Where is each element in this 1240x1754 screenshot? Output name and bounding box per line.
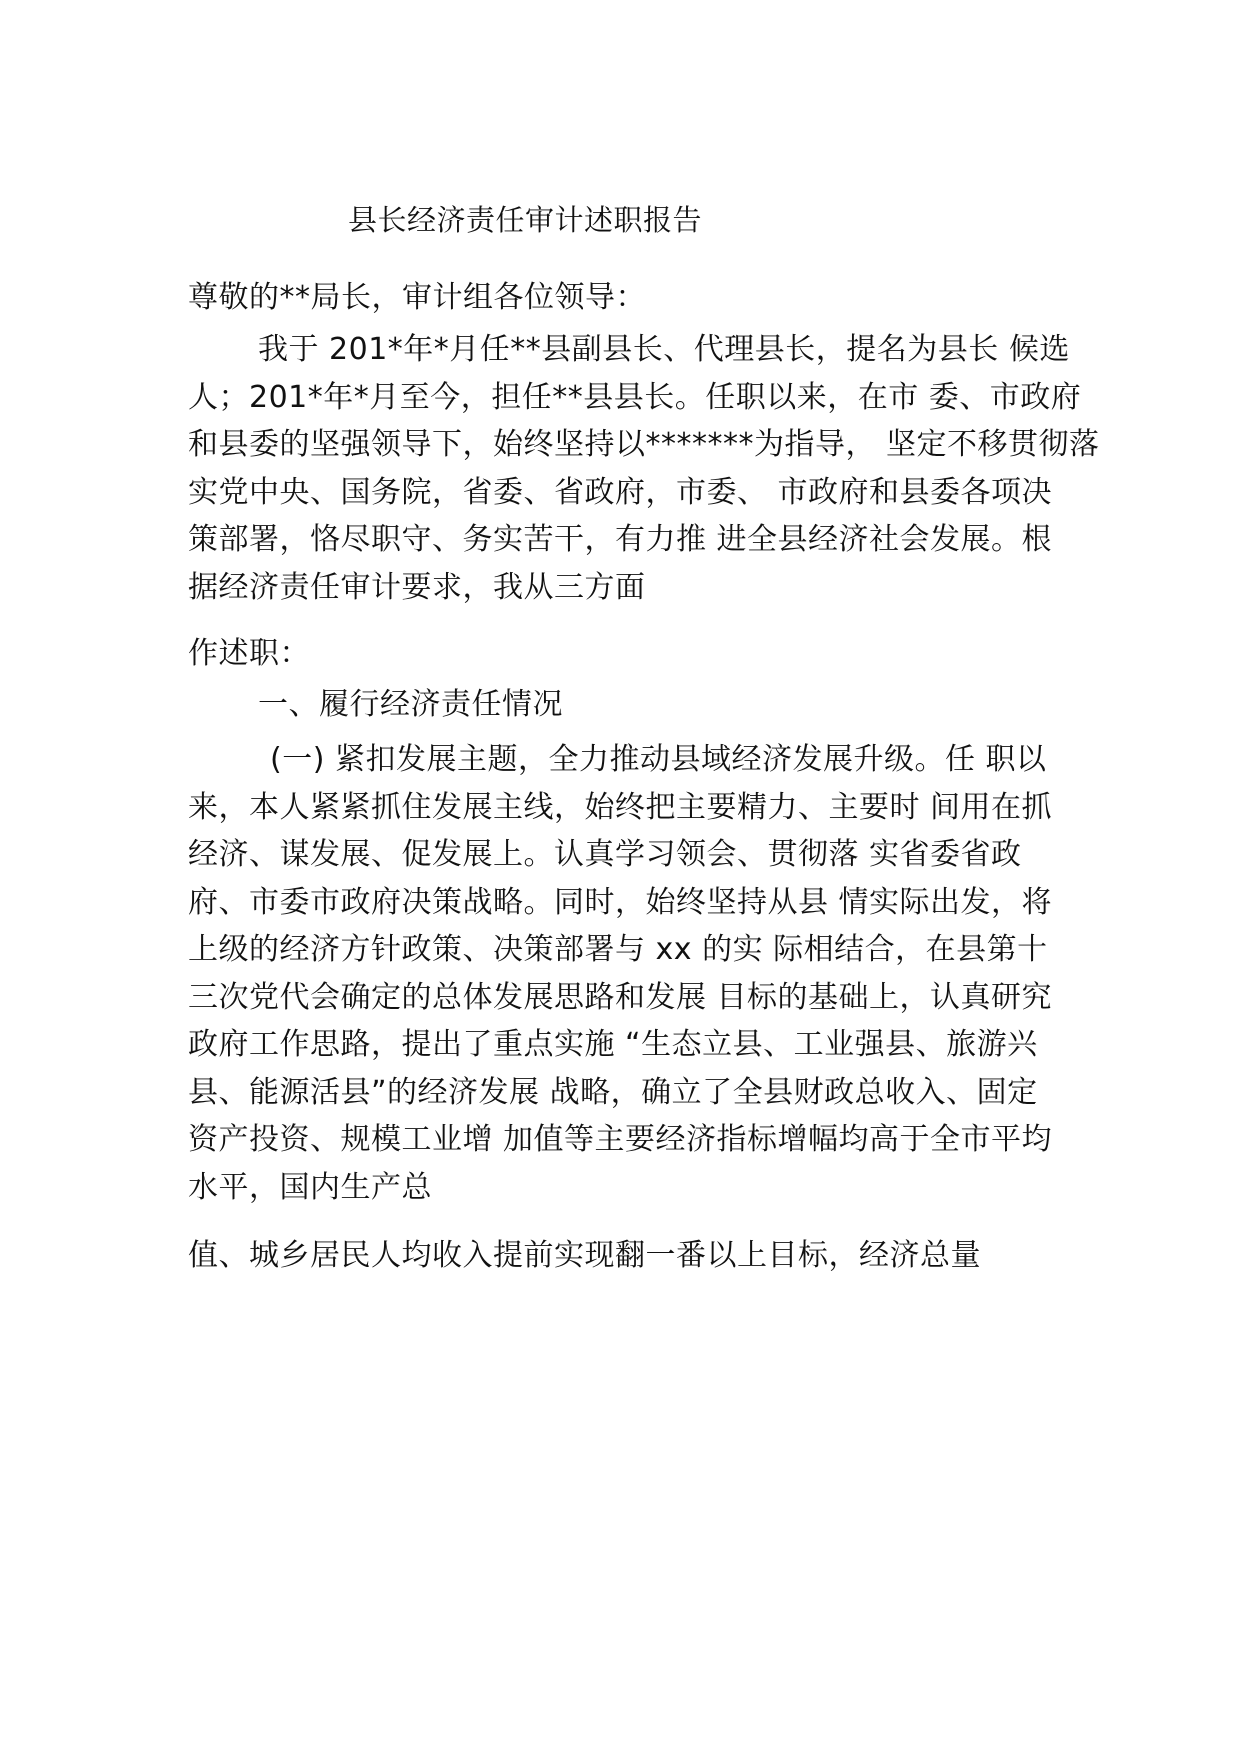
paragraph-line: 政府工作思路，提出了重点实施 “生态立县、工业强县、旅游兴 [188, 1027, 1038, 1062]
paragraph-line: 府、市委市政府决策战略。同时，始终坚持从县 情实际出发，将 [188, 885, 1053, 920]
paragraph-line: 作述职： [188, 636, 310, 671]
paragraph-line: 人；201*年*月至今，担任**县县长。任职以来，在市 委、市政府 [188, 380, 1082, 415]
paragraph-line: 水平，国内生产总 [188, 1170, 432, 1205]
paragraph-line: 策部署，恪尽职守、务实苦干，有力推 进全县经济社会发展。根 [188, 522, 1053, 557]
document-title: 县长经济责任审计述职报告 [348, 203, 703, 237]
paragraph-line: 值、城乡居民人均收入提前实现翻一番以上目标，经济总量 [188, 1238, 981, 1273]
paragraph-line: 来，本人紧紧抓住发展主线，始终把主要精力、主要时 间用在抓 [188, 790, 1053, 825]
paragraph-line: (一) 紧扣发展主题，全力推动县域经济发展升级。任 职以 [270, 742, 1047, 777]
paragraph-line: 经济、谋发展、促发展上。认真学习领会、贯彻落 实省委省政 [188, 837, 1022, 872]
paragraph-line: 我于 201*年*月任**县副县长、代理县长，提名为县长 候选 [258, 332, 1070, 367]
paragraph-line: 资产投资、规模工业增 加值等主要经济指标增幅均高于全市平均 [188, 1122, 1053, 1157]
paragraph-line: 据经济责任审计要求，我从三方面 [188, 570, 646, 605]
paragraph-line: 三次党代会确定的总体发展思路和发展 目标的基础上，认真研究 [188, 980, 1053, 1015]
paragraph-line: 上级的经济方针政策、决策部署与 xx 的实 际相结合，在县第十 [188, 932, 1048, 967]
salutation-line: 尊敬的**局长，审计组各位领导： [188, 280, 646, 315]
section-heading: 一、履行经济责任情况 [258, 687, 563, 722]
paragraph-line: 县、能源活县”的经济发展 战略，确立了全县财政总收入、固定 [188, 1075, 1038, 1110]
paragraph-line: 实党中央、国务院，省委、省政府，市委、 市政府和县委各项决 [188, 475, 1053, 510]
paragraph-line: 和县委的坚强领导下，始终坚持以*******为指导， 坚定不移贯彻落 [188, 427, 1100, 462]
